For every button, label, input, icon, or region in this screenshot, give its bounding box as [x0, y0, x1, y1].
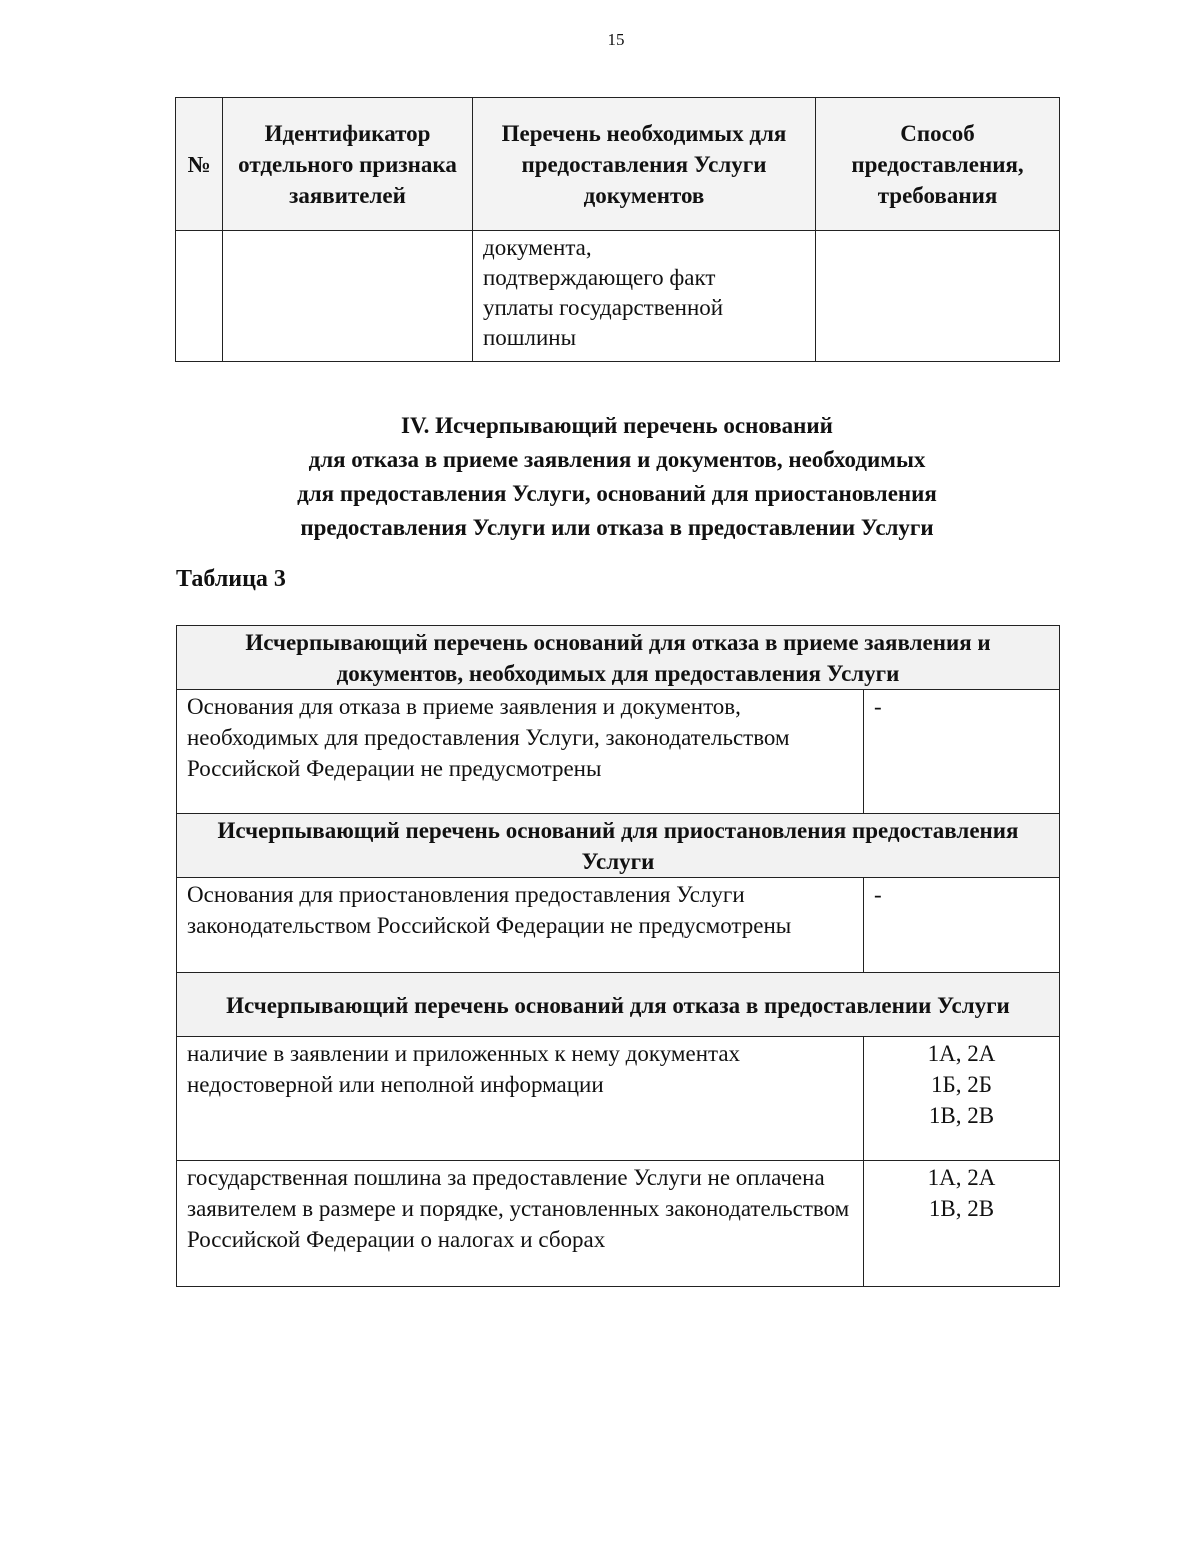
- codes-cell: [864, 878, 1060, 973]
- code-value: 1В, 2В: [928, 1103, 995, 1128]
- group-header-row: [177, 626, 1060, 690]
- codes-cell: [864, 1037, 1060, 1161]
- group-header-row: [177, 973, 1060, 1037]
- page-number: 15: [607, 30, 625, 49]
- reason-cell: Основания для приостановления предоставления Услуги законодательством Российской Федерации не предусмотрены: [177, 878, 864, 973]
- header-number: №: [176, 98, 223, 231]
- table-row: [177, 1161, 1060, 1287]
- code-value: 1А, 2А: [927, 1041, 996, 1066]
- reason-cell: государственная пошлина за предоставление Услуги не оплачена заявителем в размере и порядке, установленных законодательством Российской Федерации о налогах и сборах: [177, 1161, 864, 1287]
- header-method: Способ предоставления, требования: [816, 98, 1060, 231]
- documents-line: уплаты государственной: [483, 295, 724, 320]
- section-title-line: предоставления Услуги или отказа в предоставлении Услуги: [300, 515, 934, 540]
- code-value: 1А, 2А: [927, 1165, 996, 1190]
- cell-number: [176, 231, 223, 362]
- group-header-row: [177, 814, 1060, 878]
- cell-identifier: [223, 231, 473, 362]
- group-header-service-refusal: Исчерпывающий перечень оснований для отказа в предоставлении Услуги: [177, 973, 1060, 1037]
- documents-line: пошлины: [483, 325, 577, 350]
- cell-method: [816, 231, 1060, 362]
- table-row: [177, 1037, 1060, 1161]
- codes-cell: [864, 1161, 1060, 1287]
- code-value: -: [874, 882, 882, 907]
- section-title-line: для отказа в приеме заявления и документов, необходимых: [308, 447, 926, 472]
- section-title-line: IV. Исчерпывающий перечень оснований: [401, 413, 833, 438]
- reason-cell: наличие в заявлении и приложенных к нему документах недостоверной или неполной информации: [177, 1037, 864, 1161]
- section-title-line: для предоставления Услуги, оснований для приостановления: [297, 481, 937, 506]
- code-value: 1В, 2В: [928, 1196, 995, 1221]
- header-identifier: Идентификатор отдельного признака заявителей: [223, 98, 473, 231]
- group-header-reception-refusal: Исчерпывающий перечень оснований для отказа в приеме заявления и документов, необходимых для предоставления Услуги: [177, 626, 1060, 690]
- cell-documents: [473, 231, 816, 362]
- grounds-table: [176, 625, 1060, 1287]
- documents-table-header-row: [176, 98, 1060, 231]
- code-value: 1Б, 2Б: [931, 1072, 992, 1097]
- reason-cell: Основания для отказа в приеме заявления и документов, необходимых для предоставления Услуги, законодательством Российской Федерации не предусмотрены: [177, 690, 864, 814]
- codes-cell: [864, 690, 1060, 814]
- documents-line: документа,: [483, 235, 592, 260]
- section-title: [130, 409, 1104, 545]
- documents-line: подтверждающего факт: [483, 265, 716, 290]
- table-caption: Таблица 3: [176, 566, 286, 592]
- group-header-suspension: Исчерпывающий перечень оснований для приостановления предоставления Услуги: [177, 814, 1060, 878]
- table-row: [176, 231, 1060, 362]
- table-row: [177, 690, 1060, 814]
- code-value: -: [874, 694, 882, 719]
- table-row: [177, 878, 1060, 973]
- documents-table: [175, 97, 1060, 362]
- header-documents: Перечень необходимых для предоставления Услуги документов: [473, 98, 816, 231]
